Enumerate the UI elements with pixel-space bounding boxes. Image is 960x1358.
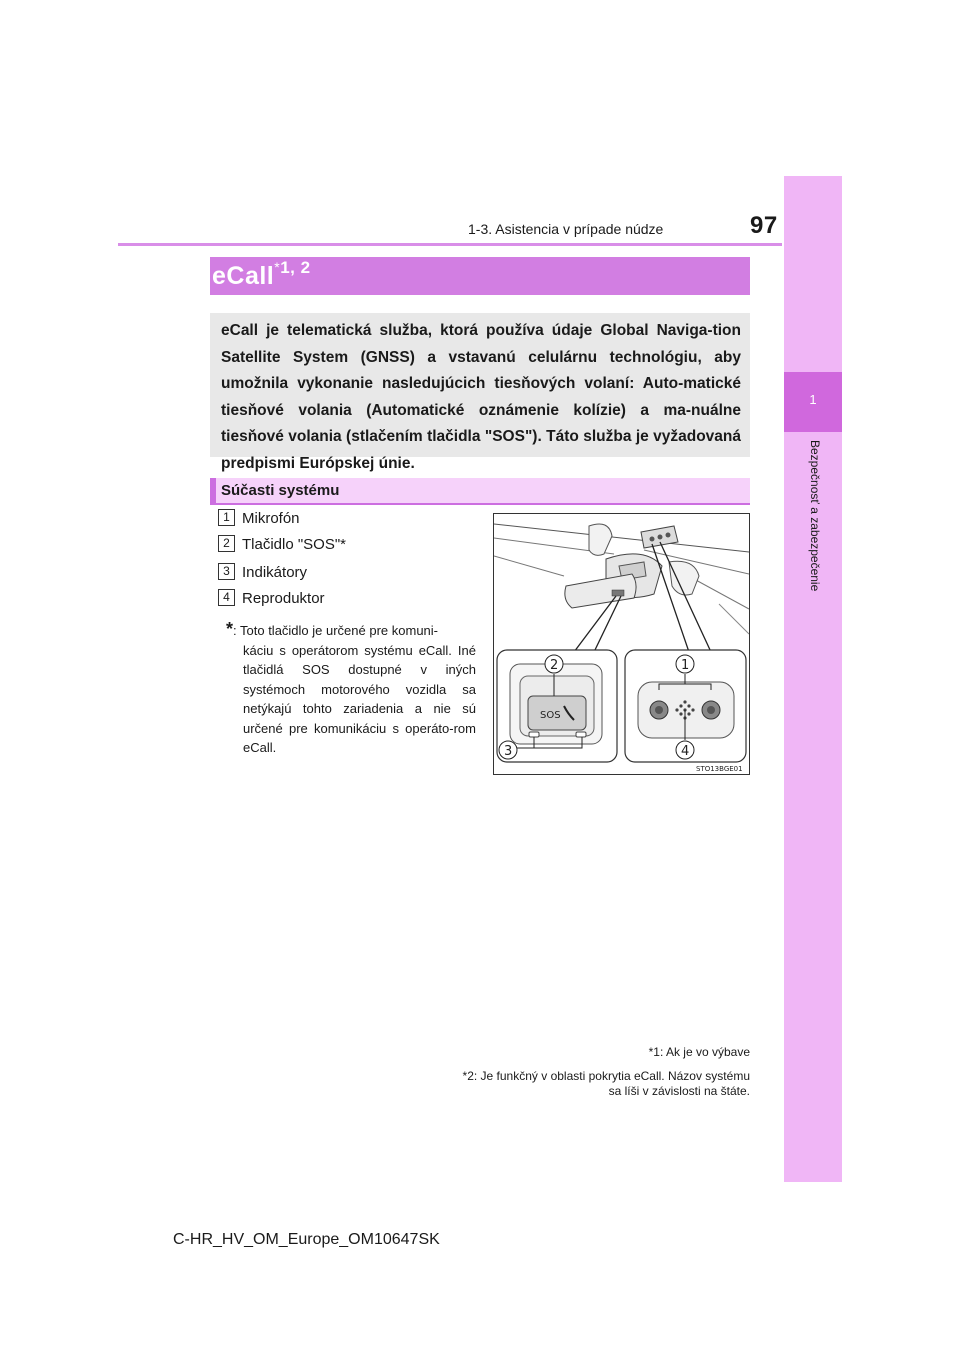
component-label: Mikrofón <box>242 510 300 527</box>
note-first-line: : Toto tlačidlo je určené pre komuni- <box>233 623 438 638</box>
intro-text: eCall je telematická služba, ktorá používa údaje Global Naviga-tion Satellite System (GNSS) a vstavanú celulárnu technológiu, aby umožnila vykonanie nasledujúcich tiesňových volaní: Auto-matické tiesňové volania (Automatické oznámenie kolízie) a ma-nuálne tiesňové volania (stlačením tlačidla "SOS"). Táto služba je vyžadovaná predpismi Európskej únie. <box>221 322 741 472</box>
footnote-1-text: 1: Ak je vo výbave <box>653 1045 750 1059</box>
callout-3: 3 <box>504 744 513 759</box>
page-title <box>212 258 311 291</box>
overhead-console-drawing <box>494 514 749 774</box>
illustration-code: STO13BGE01 <box>696 765 743 773</box>
subheading: Súčasti systému <box>221 482 340 499</box>
page-number: 97 <box>750 212 778 239</box>
title-superscript: 1, 2 <box>280 258 311 277</box>
footnote-2-marker: * <box>462 1069 468 1083</box>
callout-4: 4 <box>681 744 690 759</box>
callout-2: 2 <box>550 658 559 673</box>
sos-button-note <box>226 620 476 758</box>
footnote-2-line2: sa líši v závislosti na štáte. <box>608 1084 750 1098</box>
sos-label: SOS <box>540 710 561 721</box>
note-body: káciu s operátorom systému eCall. Iné tlačidlá SOS dostupné v iných systémoch motorového vozidla sa netýkajú tohto zariadenia a nie sú určené pre komunikáciu s operáto-rom eCall. <box>243 642 476 755</box>
footnote-1 <box>500 1045 750 1059</box>
system-illustration <box>493 513 750 775</box>
chapter-tab <box>784 176 842 1182</box>
title-text: eCall <box>212 262 275 290</box>
callout-1: 1 <box>681 658 690 673</box>
component-number: 1 <box>218 509 235 526</box>
component-number: 3 <box>218 563 235 580</box>
footnote-2-line1: 2: Je funkčný v oblasti pokrytia eCall. Názov systému <box>467 1069 750 1083</box>
footnote-1-marker: * <box>648 1045 654 1059</box>
component-label: Reproduktor <box>242 590 325 607</box>
component-label: Tlačidlo "SOS"* <box>242 536 347 553</box>
subheading-rule <box>210 503 750 505</box>
section-title: 1-3. Asistencia v prípade núdze <box>468 221 664 237</box>
title-marker: * <box>274 259 281 275</box>
component-number: 4 <box>218 589 235 606</box>
component-label: Indikátory <box>242 564 308 581</box>
footnote-2 <box>400 1069 750 1099</box>
note-marker: * <box>226 619 234 639</box>
chapter-label: Bezpečnosť a zabezpečenie <box>808 440 822 592</box>
document-code: C-HR_HV_OM_Europe_OM10647SK <box>173 1231 440 1248</box>
header-rule <box>118 243 782 246</box>
chapter-number: 1 <box>809 392 817 407</box>
component-number: 2 <box>218 535 235 552</box>
